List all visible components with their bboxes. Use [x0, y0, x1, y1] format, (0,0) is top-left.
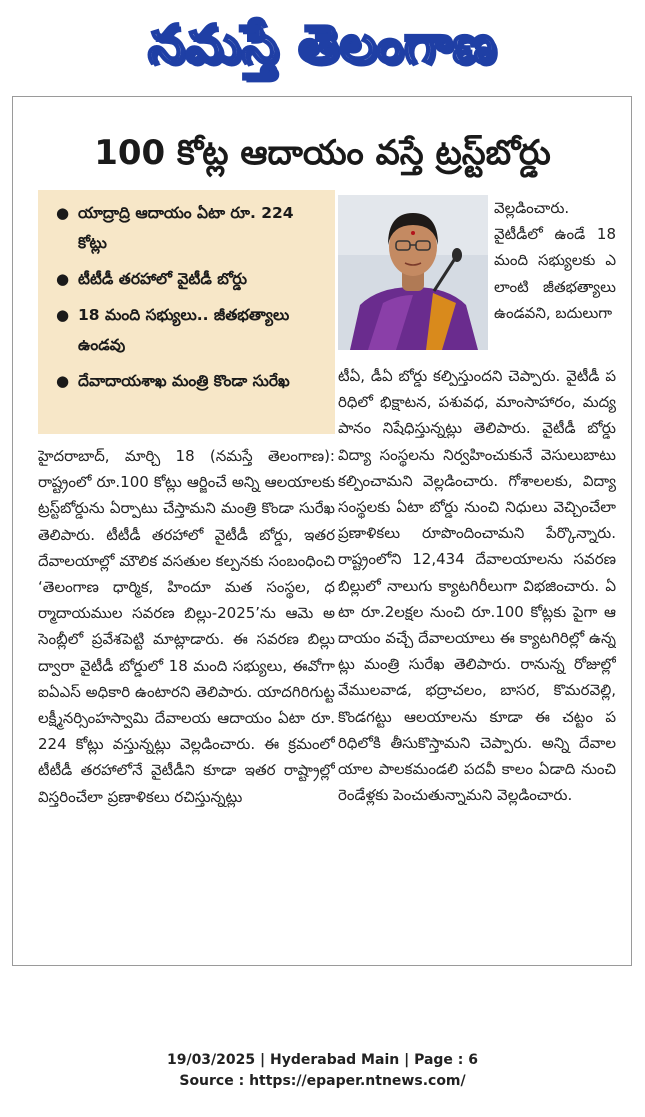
- bullet-icon: ●: [56, 270, 70, 288]
- source-link: Source : https://epaper.ntnews.com/: [179, 1073, 466, 1089]
- highlight-text: టీటీడీ తరహాలో వైటీడీ బోర్డు: [78, 270, 247, 288]
- minister-photo: [338, 195, 488, 350]
- article-body-right-top: వెల్లడించారు. వైటీడీలో ఉండే 18 మంది సభ్యులకు ఎలాంటి జీతభత్యాలు ఉండవని, బదులుగా: [494, 199, 616, 322]
- article-body-left: హైదరాబాద్, మార్చి 18 (నమస్తే తెలంగాణ): రాష్ట్రంలో రూ.100 కోట్లు ఆర్జించే అన్ని ఆలయాలకు ట్రస్ట్‌బోర్డును ఏర్పాటు చేస్తామని మంత్రి కొండా సురేఖ తెలిపారు. టీటీడీ తరహాలో వైటీడీ బోర్డు, ఇతర దేవాలయాల్లో మౌలిక వసతుల కల్పనకు సంబంధించి ‘తెలంగాణ ధార్మిక, హిందూ మత సంస్థల, ధర్మాదాయముల సవరణ బిల్లు-2025’ను ఆమె అసెంబ్లీలో ప్రవేశపెట్టి మాట్లాడారు. ఈ సవరణ బిల్లు ద్వారా వైటీడీ బోర్డులో 18 మంది సభ్యులు, ఈవోగా ఐఏఎస్ అధికారి ఉంటారని తెలిపారు. యాదగిరిగుట్ట లక్ష్మీనర్సింహస్వామి దేవాలయ ఆదాయం ఏటా రూ.224 కోట్లు వస్తున్నట్లు వెల్లడించారు. ఈ క్రమంలో టీటీడీ తరహాలోనే వైటీడీని కూడా ఇతర రాష్ట్రాల్లో విస్తరించేలా ప్రణాళికలు రచిస్తున్నట్లు: [38, 447, 335, 806]
- bullet-icon: ●: [56, 204, 70, 222]
- article-headline: 100 కోట్ల ఆదాయం వస్తే ట్రస్ట్‌బోర్డు: [94, 133, 551, 173]
- highlight-item: [56, 366, 325, 396]
- portrait-image: [338, 195, 488, 350]
- highlights-box: [38, 190, 335, 434]
- highlight-text: యాద్రాద్రి ఆదాయం ఏటా రూ. 224 కోట్లు: [78, 204, 294, 252]
- masthead: [0, 6, 645, 84]
- highlight-text: దేవాదాయశాఖ మంత్రి కొండా సురేఖ: [78, 372, 290, 390]
- edition-info: 19/03/2025 | Hyderabad Main | Page : 6: [166, 1052, 479, 1068]
- bullet-icon: ●: [56, 372, 70, 390]
- masthead-title: నమస్తే తెలంగాణ: [148, 14, 497, 75]
- highlight-item: [56, 198, 325, 258]
- highlight-text: 18 మంది సభ్యులు.. జీతభత్యాలు ఉండవు: [78, 306, 290, 354]
- page-footer: [0, 1050, 645, 1092]
- highlight-item: [56, 300, 325, 360]
- bullet-icon: ●: [56, 306, 70, 324]
- article-body-right: టీఏ, డీఏ బోర్డు కల్పిస్తుందని చెప్పారు. వైటీడీ పరిధిలో భిక్షాటన, పశువధ, మాంసాహారం, మద్యపానం నిషేధిస్తున్నట్లు తెలిపారు. వైటీడీ బోర్డు విద్యా సంస్థలను నిర్వహించుకునే వెసులుబాటు కల్పించామని వెల్లడించారు. గోశాలలకు, విద్యా సంస్థలకు ఏటా బోర్డు నుంచి నిధులు వెచ్చించేలా ప్రణాళికలు రూపొందించామని పేర్కొన్నారు. రాష్ట్రంలోని 12,434 దేవాలయాలను సవరణ బిల్లులో నాలుగు క్యాటగిరీలుగా విభజించారు. ఏటా రూ.2లక్షల నుంచి రూ.100 కోట్లకు పైగా ఆదాయం వచ్చే దేవాలయాలు ఈ క్యాటగిరిల్లో ఉన్నట్లు మంత్రి సురేఖ తెలిపారు. రానున్న రోజుల్లో వేములవాడ, భద్రాచలం, బాసర, కొమరవెల్లి, కొండగట్టు ఆలయాలను కూడా ఈ చట్టం పరిధిలోకి తీసుకొస్తామని చెప్పారు. అన్ని దేవాలయాల పాలకమండలి పదవీ కాలం ఏడాది నుంచి రెండేళ్లకు పెంచుతున్నామని వెల్లడించారు.: [338, 367, 616, 805]
- highlight-item: [56, 264, 325, 294]
